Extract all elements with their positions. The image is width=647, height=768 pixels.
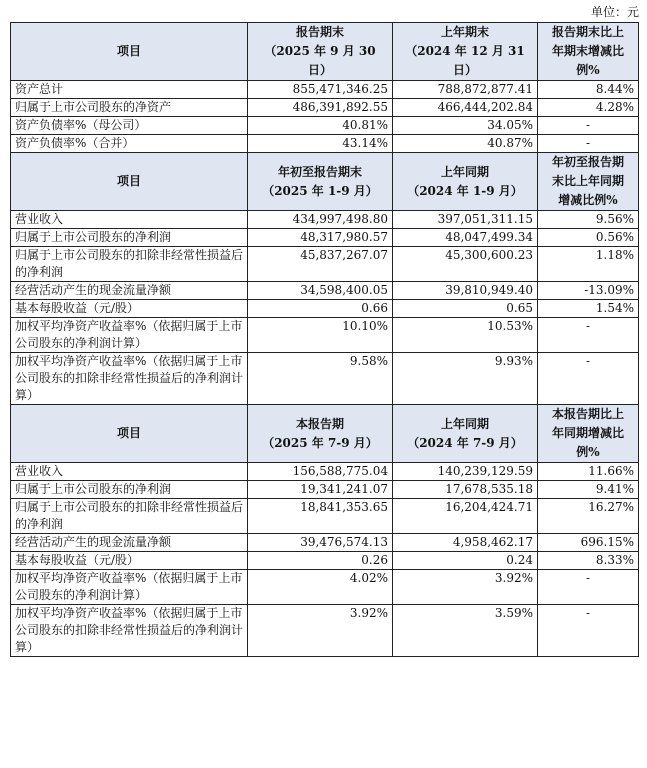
- section-header-row: [11, 23, 639, 81]
- row-label: 归属于上市公司股东的净利润: [11, 229, 248, 247]
- prior-period-value: 788,872,877.41: [393, 81, 538, 99]
- row-label: 归属于上市公司股东的扣除非经常性损益后的净利润: [11, 247, 248, 282]
- row-label: 加权平均净资产收益率%（依据归属于上市公司股东的净利润计算）: [11, 570, 248, 605]
- row-label: 加权平均净资产收益率%（依据归属于上市公司股东的净利润计算）: [11, 318, 248, 353]
- current-period-value: 43.14%: [248, 135, 393, 153]
- table-row: [11, 211, 639, 229]
- column-header-item: 项目: [11, 405, 248, 463]
- change-ratio-value: 0.56%: [538, 229, 639, 247]
- prior-period-value: 3.92%: [393, 570, 538, 605]
- change-ratio-value: 9.41%: [538, 481, 639, 499]
- row-label: 经营活动产生的现金流量净额: [11, 282, 248, 300]
- column-header: 上年同期 （2024 年 1-9 月）: [393, 153, 538, 211]
- prior-period-value: 466,444,202.84: [393, 99, 538, 117]
- column-header-item: 项目: [11, 23, 248, 81]
- prior-period-value: 3.59%: [393, 605, 538, 657]
- current-period-value: 18,841,353.65: [248, 499, 393, 534]
- current-period-value: 34,598,400.05: [248, 282, 393, 300]
- change-ratio-value: 4.28%: [538, 99, 639, 117]
- prior-period-value: 34.05%: [393, 117, 538, 135]
- change-ratio-value: 16.27%: [538, 499, 639, 534]
- row-label: 归属于上市公司股东的净利润: [11, 481, 248, 499]
- column-header: 年初至报告期末 （2025 年 1-9 月）: [248, 153, 393, 211]
- table-row: [11, 481, 639, 499]
- table-row: [11, 300, 639, 318]
- change-ratio-value: 9.56%: [538, 211, 639, 229]
- current-period-value: 855,471,346.25: [248, 81, 393, 99]
- prior-period-value: 16,204,424.71: [393, 499, 538, 534]
- current-period-value: 19,341,241.07: [248, 481, 393, 499]
- change-ratio-value: -: [538, 318, 639, 353]
- current-period-value: 156,588,775.04: [248, 463, 393, 481]
- table-row: [11, 282, 639, 300]
- change-ratio-value: 696.15%: [538, 534, 639, 552]
- current-period-value: 45,837,267.07: [248, 247, 393, 282]
- table-row: [11, 570, 639, 605]
- current-period-value: 3.92%: [248, 605, 393, 657]
- current-period-value: 0.26: [248, 552, 393, 570]
- row-label: 加权平均净资产收益率%（依据归属于上市公司股东的扣除非经常性损益后的净利润计算）: [11, 605, 248, 657]
- table-row: [11, 135, 639, 153]
- change-ratio-value: -: [538, 135, 639, 153]
- row-label: 归属于上市公司股东的净资产: [11, 99, 248, 117]
- table-row: [11, 229, 639, 247]
- prior-period-value: 10.53%: [393, 318, 538, 353]
- row-label: 资产总计: [11, 81, 248, 99]
- prior-period-value: 0.65: [393, 300, 538, 318]
- prior-period-value: 9.93%: [393, 353, 538, 405]
- current-period-value: 10.10%: [248, 318, 393, 353]
- change-ratio-value: -: [538, 605, 639, 657]
- row-label: 经营活动产生的现金流量净额: [11, 534, 248, 552]
- column-header: 年初至报告期 末比上年同期 增减比例%: [538, 153, 639, 211]
- change-ratio-value: -: [538, 570, 639, 605]
- table-row: [11, 552, 639, 570]
- section-header-row: [11, 405, 639, 463]
- change-ratio-value: -13.09%: [538, 282, 639, 300]
- table-row: [11, 247, 639, 282]
- prior-period-value: 39,810,949.40: [393, 282, 538, 300]
- current-period-value: 486,391,892.55: [248, 99, 393, 117]
- table-row: [11, 534, 639, 552]
- section-header-row: [11, 153, 639, 211]
- prior-period-value: 4,958,462.17: [393, 534, 538, 552]
- change-ratio-value: -: [538, 353, 639, 405]
- table-row: [11, 353, 639, 405]
- prior-period-value: 48,047,499.34: [393, 229, 538, 247]
- table-row: [11, 499, 639, 534]
- row-label: 资产负债率%（母公司）: [11, 117, 248, 135]
- current-period-value: 39,476,574.13: [248, 534, 393, 552]
- unit-note: 单位：元: [590, 5, 639, 19]
- current-period-value: 40.81%: [248, 117, 393, 135]
- current-period-value: 9.58%: [248, 353, 393, 405]
- change-ratio-value: 1.18%: [538, 247, 639, 282]
- financial-data-table: [10, 22, 639, 657]
- row-label: 基本每股收益（元/股）: [11, 552, 248, 570]
- row-label: 营业收入: [11, 463, 248, 481]
- table-row: [11, 99, 639, 117]
- current-period-value: 48,317,980.57: [248, 229, 393, 247]
- table-row: [11, 318, 639, 353]
- change-ratio-value: 8.33%: [538, 552, 639, 570]
- row-label: 基本每股收益（元/股）: [11, 300, 248, 318]
- current-period-value: 434,997,498.80: [248, 211, 393, 229]
- change-ratio-value: -: [538, 117, 639, 135]
- row-label: 资产负债率%（合并）: [11, 135, 248, 153]
- prior-period-value: 17,678,535.18: [393, 481, 538, 499]
- column-header: 本报告期比上 年同期增减比 例%: [538, 405, 639, 463]
- prior-period-value: 45,300,600.23: [393, 247, 538, 282]
- prior-period-value: 40.87%: [393, 135, 538, 153]
- table-row: [11, 117, 639, 135]
- row-label: 归属于上市公司股东的扣除非经常性损益后的净利润: [11, 499, 248, 534]
- change-ratio-value: 11.66%: [538, 463, 639, 481]
- column-header: 报告期末比上 年期末增减比 例%: [538, 23, 639, 81]
- prior-period-value: 0.24: [393, 552, 538, 570]
- prior-period-value: 397,051,311.15: [393, 211, 538, 229]
- table-row: [11, 463, 639, 481]
- column-header: 报告期末 （2025 年 9 月 30 日）: [248, 23, 393, 81]
- column-header: 上年同期 （2024 年 7-9 月）: [393, 405, 538, 463]
- column-header-item: 项目: [11, 153, 248, 211]
- current-period-value: 4.02%: [248, 570, 393, 605]
- change-ratio-value: 8.44%: [538, 81, 639, 99]
- current-period-value: 0.66: [248, 300, 393, 318]
- row-label: 加权平均净资产收益率%（依据归属于上市公司股东的扣除非经常性损益后的净利润计算）: [11, 353, 248, 405]
- table-row: [11, 605, 639, 657]
- prior-period-value: 140,239,129.59: [393, 463, 538, 481]
- table-row: [11, 81, 639, 99]
- change-ratio-value: 1.54%: [538, 300, 639, 318]
- column-header: 上年期末 （2024 年 12 月 31 日）: [393, 23, 538, 81]
- row-label: 营业收入: [11, 211, 248, 229]
- column-header: 本报告期 （2025 年 7-9 月）: [248, 405, 393, 463]
